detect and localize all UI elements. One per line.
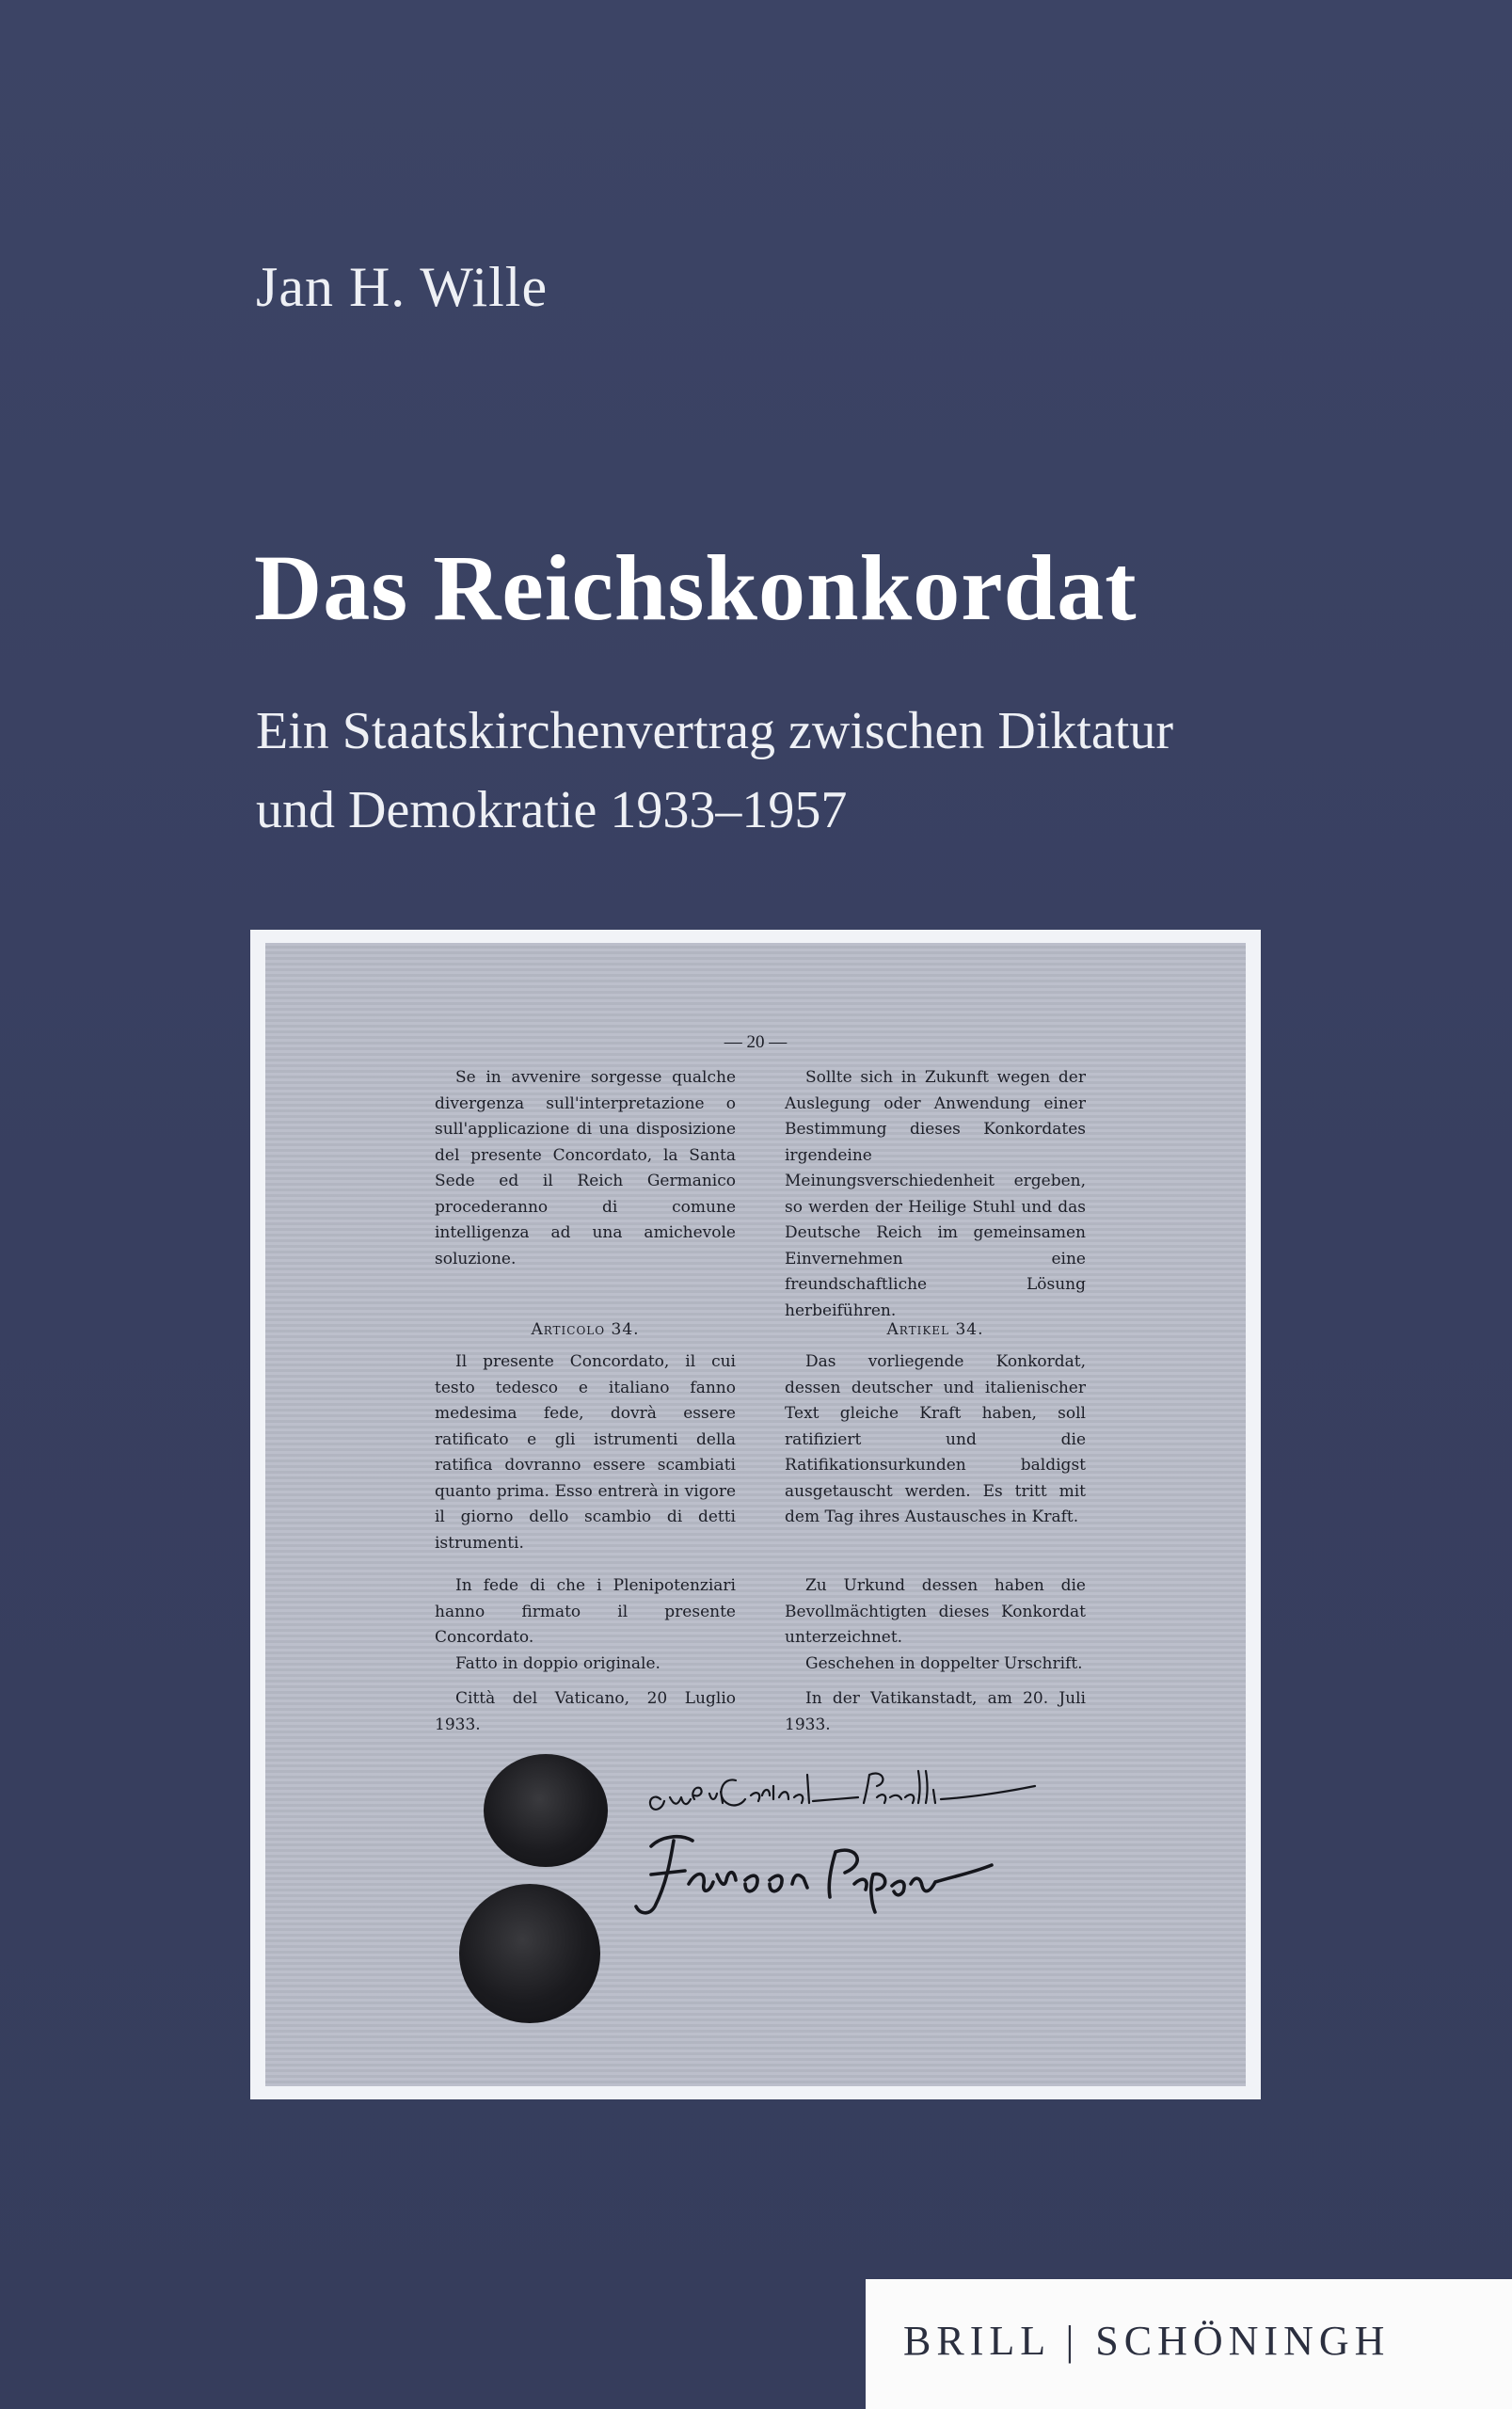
publisher-box [866, 2279, 1512, 2409]
german-column-heading [785, 1317, 1086, 1344]
signature-papen [636, 1837, 992, 1913]
document-photo-frame [250, 930, 1261, 2099]
concordat-document-photo [265, 943, 1246, 2086]
german-paragraph: Sollte sich in Zukunft wegen der Auslegung oder Anwendung einer Bestimmung dieses Konkordates irgendeine Meinungsverschiedenheit ergeben, so werden der Heilige Stuhl und das Deutsche Reich im gemeinsamen Einvernehmen eine freundschaftliche Lösung herbeiführen. [785, 1068, 1086, 1320]
german-paragraph: Zu Urkund dessen haben die Bevollmächtigten dieses Konkordat unterzeichnet. [785, 1576, 1086, 1647]
subtitle-line-2: und Demokratie 1933–1957 [256, 781, 848, 839]
document-page-number: — 20 — [724, 1032, 788, 1052]
italian-column-closing [435, 1573, 736, 1677]
german-column-closing [785, 1573, 1086, 1677]
wax-seal-icon [459, 1884, 600, 2023]
italian-date-line: Città del Vaticano, 20 Luglio 1933. [435, 1689, 736, 1734]
signature-pacelli [650, 1771, 1035, 1810]
book-title: Das Reichskonkordat [254, 535, 1138, 640]
german-date-line: In der Vatikanstadt, am 20. Juli 1933. [785, 1689, 1086, 1734]
italian-paragraph: Il presente Concordato, il cui testo tedesco e italiano fanno medesima fede, dovrà essere ratificato e gli istrumenti della ratifica dovranno essere scambiati quanto prima. Esso entrerà in vigore il giorno dello scambio di detti istrumenti. [435, 1352, 736, 1553]
italian-column-date [435, 1686, 736, 1738]
italian-paragraph: Fatto in doppio originale. [455, 1653, 661, 1673]
german-paragraph: Geschehen in doppelter Urschrift. [805, 1653, 1083, 1673]
wax-seal-icon [484, 1754, 608, 1867]
italian-column-heading [435, 1317, 736, 1344]
italian-paragraph: In fede di che i Plenipotenziari hanno firmato il presente Concordato. [435, 1576, 736, 1647]
german-paragraph: Das vorliegende Konkordat, dessen deutscher und italienischer Text gleiche Kraft haben, soll ratifiziert und die Ratifikationsurkunden baldigst ausgetauscht werden. Es tritt mit dem Tag ihres Austausches in Kraft. [785, 1352, 1086, 1526]
german-column-para1 [785, 1065, 1086, 1324]
german-column-para2 [785, 1349, 1086, 1531]
german-column-date [785, 1686, 1086, 1738]
german-article-heading: Artikel 34. [886, 1320, 984, 1339]
publisher-name: BRILL | SCHÖNINGH [903, 2318, 1391, 2364]
subtitle-line-1: Ein Staatskirchenvertrag zwischen Diktatur [256, 702, 1173, 760]
book-subtitle [256, 692, 1385, 850]
handwritten-signatures [595, 1743, 1046, 1931]
italian-paragraph: Se in avvenire sorgesse qualche divergenza sull'interpretazione o sull'applicazione di una disposizione del presente Concordato, la Santa Sede ed il Reich Germanico procederanno di comune intelligenza ad una amichevole soluzione. [435, 1068, 736, 1268]
italian-column-para1 [435, 1065, 736, 1272]
italian-article-heading: Articolo 34. [531, 1320, 640, 1339]
italian-column-para2 [435, 1349, 736, 1556]
author-name: Jan H. Wille [256, 256, 549, 318]
